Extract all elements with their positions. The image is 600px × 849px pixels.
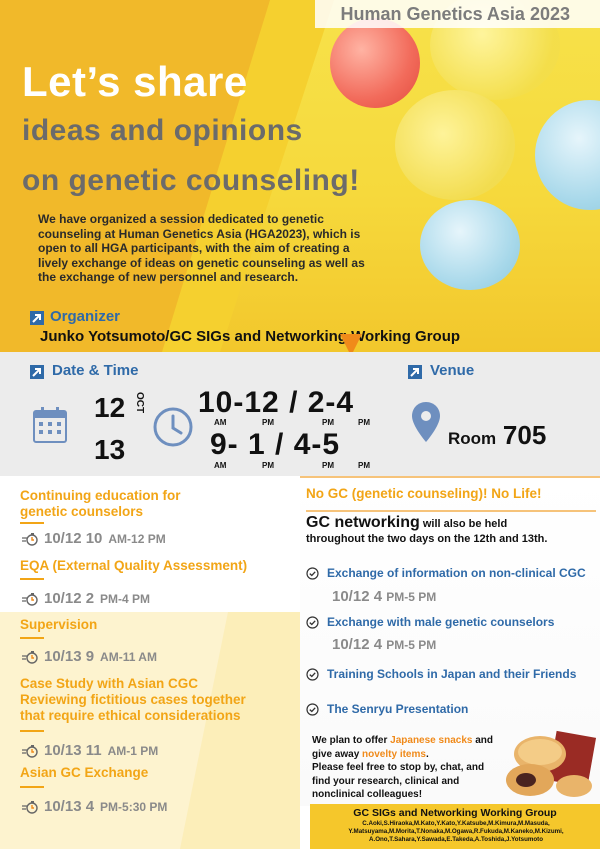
location-pin-icon [412, 402, 440, 442]
date-day-2: 13 [94, 434, 126, 465]
networking-item: The Senryu Presentation [306, 702, 468, 716]
arrow-icon [30, 310, 44, 324]
check-circle-icon [306, 567, 319, 580]
divider [20, 730, 44, 732]
balloon-image [330, 18, 420, 108]
event-name: Human Genetics Asia 2023 [340, 4, 570, 24]
offer-text: We plan to offer Japanese snacks and give away novelty items. Please feel free to stop by, chat, and find your research, clinical and nonclinical colleagues! [312, 735, 493, 800]
networking-item: Exchange of information on non-clinical CGC [306, 566, 586, 580]
datetime-heading [30, 362, 138, 379]
divider [20, 578, 44, 580]
date-day-1: 12 [94, 392, 126, 423]
time-row-day-1: 10-12 / 2-4 [198, 386, 355, 419]
arrow-icon [408, 364, 422, 378]
session-time: 10/13 11 AM-1 PM [22, 742, 158, 759]
timer-icon [22, 532, 38, 546]
check-circle-icon [306, 616, 319, 629]
divider [300, 476, 600, 478]
headline-line-1: Let’s share [22, 58, 248, 105]
ampm-label: AM [214, 461, 227, 470]
gc-networking-text: GC networking will also be held throughout the two days on the 12th and 13th. [306, 514, 548, 545]
arrow-icon [30, 364, 44, 378]
clock-icon [152, 406, 194, 448]
room-number: 705 [502, 420, 547, 450]
networking-item: Exchange with male genetic counselors [306, 615, 554, 629]
divider [20, 786, 44, 788]
session-time: 10/12 10 AM-12 PM [22, 530, 166, 547]
session-title: EQA (External Quality Assessment) [20, 558, 248, 573]
datetime-label: Date & Time [52, 362, 139, 379]
ampm-label: PM [322, 418, 334, 427]
ampm-label: PM [262, 418, 274, 427]
networking-item-time: 10/12 4 PM-5 PM [332, 636, 437, 653]
date-month: OCT [134, 392, 145, 414]
networking-item: Training Schools in Japan and their Friends [306, 667, 576, 681]
timer-icon [22, 650, 38, 664]
event-banner [315, 0, 600, 28]
divider [20, 522, 44, 524]
session-title: Supervision [20, 617, 98, 632]
balloon-image [420, 200, 520, 290]
japanese-snacks-image [500, 724, 596, 800]
check-circle-icon [306, 668, 319, 681]
headline-line-3: on genetic counseling! [22, 164, 360, 197]
divider [20, 637, 44, 639]
footer-member-list: C.Aoki,S.Hiraoka,M.Kato,Y.Kato,Y.Katsube,M.Kimura,M.Masuda, Y.Matsuyama,M.Morita,T.Nonaka,M.Ogawa,R.Fukuda,M.Kaneko,M.Kizumi, A.Ono,T.Sahara,Y.Sawada,E.Takeda,A.Toshida,J.Yotsumoto [348, 820, 564, 844]
session-time: 10/13 4 PM-5:30 PM [22, 798, 167, 815]
ampm-label: PM [322, 461, 334, 470]
venue-room [448, 420, 546, 451]
footer-credits [310, 804, 600, 849]
divider [306, 510, 596, 512]
intro-paragraph: We have organized a session dedicated to genetic counseling at Human Genetics Asia (HGA2023), which is open to all HGA participants, with the aim of creating a lively exchange of ideas on genetic counseling as well as the exchange of new personnel and research. [38, 212, 365, 284]
venue-label: Venue [430, 362, 475, 379]
timer-icon [22, 800, 38, 814]
timer-icon [22, 744, 38, 758]
room-label: Room [448, 429, 497, 448]
venue-heading [408, 362, 474, 379]
calendar-icon [32, 406, 68, 444]
session-time: 10/12 2 PM-4 PM [22, 590, 150, 607]
timer-icon [22, 592, 38, 606]
organizer-label: Organizer [50, 308, 121, 325]
organizer-name: Junko Yotsumoto/GC SIGs and Networking Working Group [40, 328, 461, 345]
headline-line-2: ideas and opinions [22, 114, 303, 147]
footer-title: GC SIGs and Networking Working Group [353, 807, 557, 819]
organizer-heading [30, 308, 120, 325]
ampm-label: AM [214, 418, 227, 427]
session-title: Continuing education for genetic counselors [20, 488, 181, 519]
check-circle-icon [306, 703, 319, 716]
right-headline: No GC (genetic counseling)! No Life! [306, 486, 542, 501]
session-time: 10/13 9 AM-11 AM [22, 648, 157, 665]
ampm-label: PM [358, 461, 370, 470]
ampm-label: PM [358, 418, 370, 427]
session-title: Case Study with Asian CGC Reviewing fictitious cases together that require ethical considerations [20, 676, 246, 723]
time-row-day-2: 9- 1 / 4-5 [210, 428, 341, 461]
balloon-image [395, 90, 515, 200]
ampm-label: PM [262, 461, 274, 470]
session-title: Asian GC Exchange [20, 765, 149, 780]
networking-item-time: 10/12 4 PM-5 PM [332, 588, 437, 605]
